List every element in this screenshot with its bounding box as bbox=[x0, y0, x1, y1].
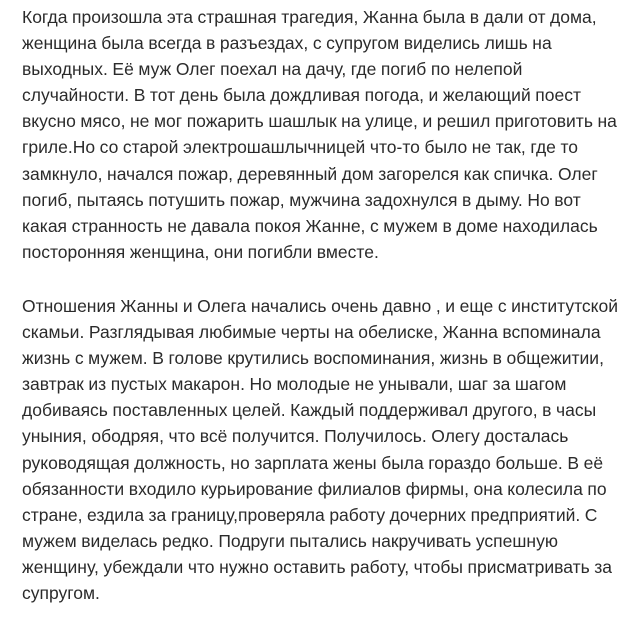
article-paragraph-2: Отношения Жанны и Олега начались очень давно , и еще с институтской скамьи. Разглядывая любимые черты на обелиске, Жанна вспоминала жизнь с мужем. В голове крутились воспоминания, жизнь в общежитии, завтрак из пустых макарон. Но молодые не унывали, шаг за шагом добиваясь поставленных целей. Каждый поддерживал другого, в часы уныния, ободряя, что всё получится. Получилось. Олегу досталась руководящая должность, но зарплата жены была гораздо больше. В её обязанности входило курьирование филиалов фирмы, она колесила по стране, ездила за границу,проверяла работу дочерних предприятий. С мужем виделась редко. Подруги пытались накручивать успешную женщину, убеждали что нужно оставить работу, чтобы присматривать за супругом. bbox=[22, 295, 619, 603]
article-paragraph-1: Когда произошла эта страшная трагедия, Жанна была в дали от дома, женщина была всегда в разъездах, с супругом виделись лишь на выходных. Её муж Олег поехал на дачу, где погиб по нелепой случайности. В тот день была дождливая погода, и желающий поест вкусно мясо, не мог пожарить шашлык на улице, и решил приготовить на гриле.Но со старой электрошашлычницей что-то было не так, где то замкнуло, начался пожар, деревянный дом загорелся как спичка. Олег погиб, пытаясь потушить пожар, мужчина задохнулся в дыму. Но вот какая странность не давала покоя Жанне, с мужем в доме находилась посторонняя женщина, они погибли вместе. bbox=[22, 7, 617, 262]
article-body bbox=[22, 0, 628, 606]
